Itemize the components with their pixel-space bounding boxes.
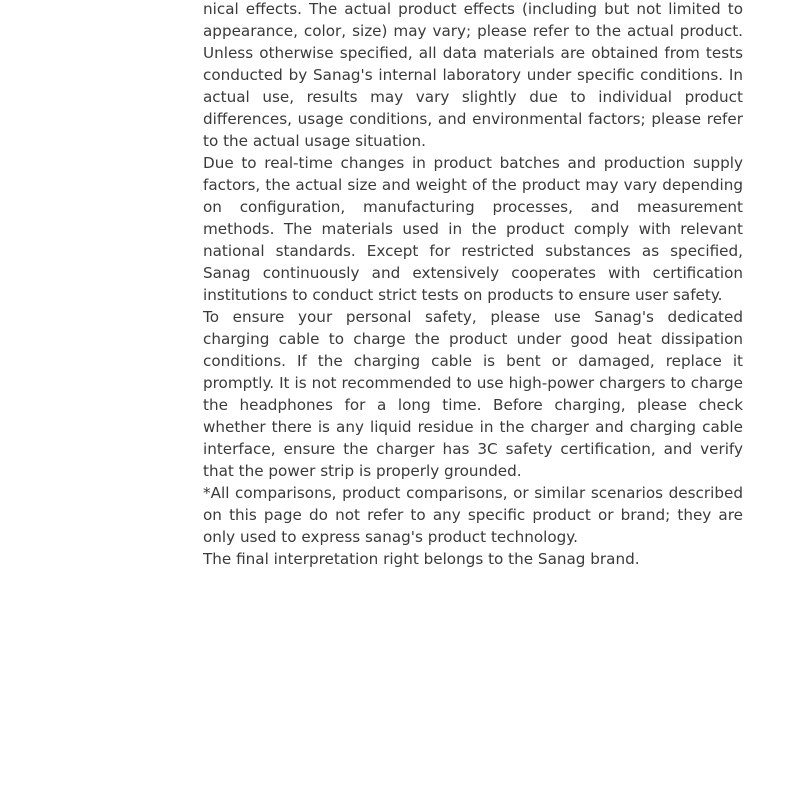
disclaimer-paragraph-interpretation: The final interpretation right belongs to the Sanag brand.	[203, 550, 640, 568]
disclaimer-text-block	[203, 0, 743, 570]
disclaimer-paragraph-comparisons: *All comparisons, product comparisons, or similar scenarios described on this page do not refer to any specific product or brand; they are only used to express sanag's product technology.	[203, 484, 743, 546]
disclaimer-paragraph-charging-safety: To ensure your personal safety, please use Sanag's dedicated charging cable to charge the product under good heat dissipation conditions. If the charging cable is bent or damaged, replace it promptly. It is not recommended to use high-power chargers to charge the headphones for a long time. Before charging, please check whether there is any liquid residue in the charger and charging cable interface, ensure the charger has 3C safety certification, and verify that the power strip is properly grounded.	[203, 308, 743, 480]
disclaimer-paragraph-effects: nical effects. The actual product effects (including but not limited to appearance, color, size) may vary; please refer to the actual product. Unless otherwise specified, all data materials are obtained from tests conducted by Sanag's internal laboratory under specific conditions. In actual use, results may vary slightly due to individual product differences, usage conditions, and environmental factors; please refer to the actual usage situation.	[203, 0, 743, 150]
disclaimer-paragraph-size-weight: Due to real-time changes in product batches and production supply factors, the actual size and weight of the product may vary depending on configuration, manufacturing processes, and measurement methods. The materials used in the product comply with relevant national standards. Except for restricted substances as specified, Sanag continuously and extensively cooperates with certification institutions to conduct strict tests on products to ensure user safety.	[203, 154, 743, 304]
